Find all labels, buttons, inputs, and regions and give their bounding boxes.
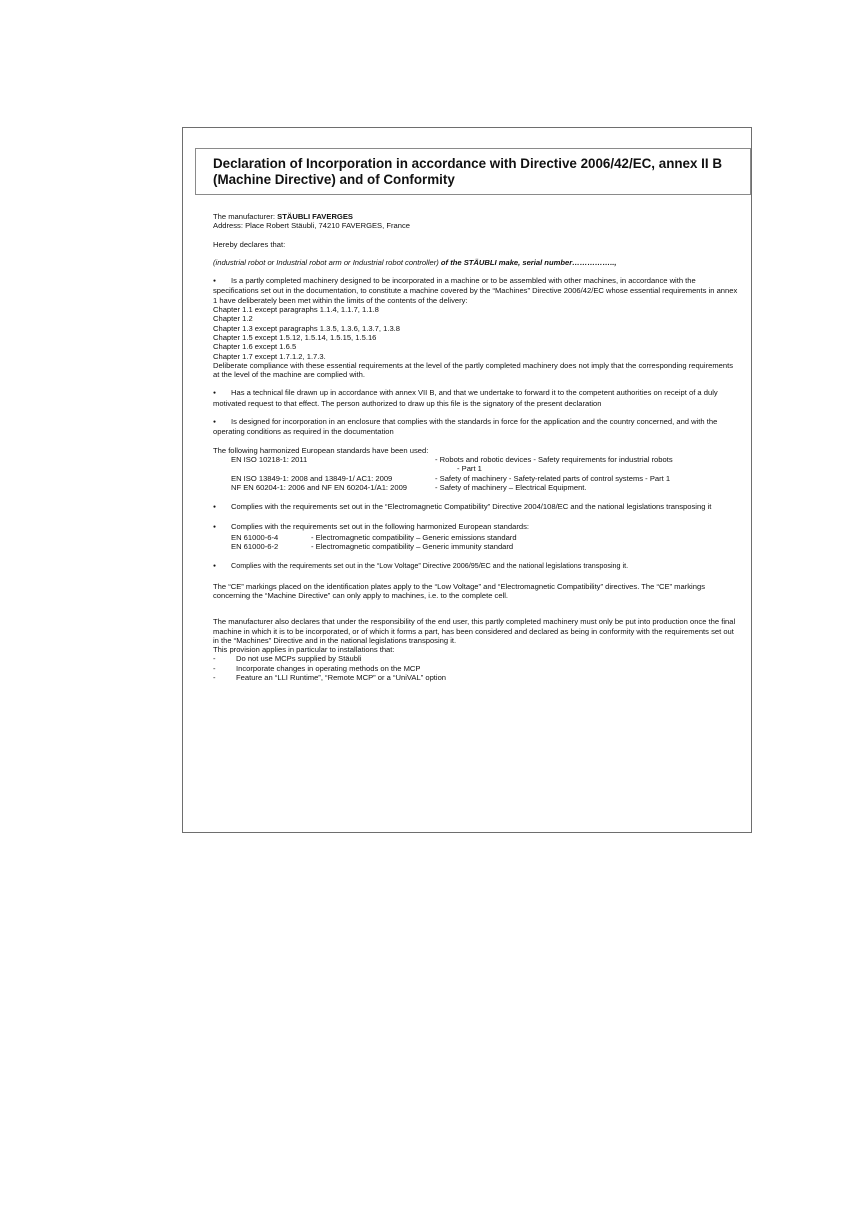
provision-text: Do not use MCPs supplied by Stäubli <box>236 654 362 664</box>
bullet-low-voltage: ● Complies with the requirements set out in the “Low Voltage” Directive 2006/95/EC and the national legislations transposing it. <box>213 561 741 571</box>
standard-description: - Safety of machinery – Electrical Equipment. <box>435 482 587 492</box>
harmonized-description: - Electromagnetic compatibility – Generic emissions standard <box>311 532 517 542</box>
compliance-note: Deliberate compliance with these essential requirements at the level of the partly completed machinery does not imply that the corresponding requirements at the level of the machine are complied with. <box>213 360 734 380</box>
bullet-partly-completed: ● Is a partly completed machinery designed to be incorporated in a machine or to be assembled with other machines, in accordance with the specifications set out in the documentation, to constitute a machine covered by the “Machines” Directive 2006/42/EC whose essential requirements in annex 1 have deliberately been met within the limits of the contents of the delivery: <box>213 276 741 305</box>
standard-row <box>213 474 741 483</box>
chapter-line: Chapter 1.3 except paragraphs 1.3.5, 1.3.6, 1.3.7, 1.3.8 <box>213 323 401 333</box>
standard-code: EN ISO 13849-1: 2008 and 13849-1/ AC1: 2009 <box>231 473 393 483</box>
dash-marker: - <box>213 663 216 673</box>
address-line: Address: Place Robert Stäubli, 74210 FAVERGES, France <box>213 221 410 231</box>
harmonized-row <box>213 533 741 542</box>
title-box <box>195 148 751 195</box>
declaration-frame <box>182 127 752 833</box>
standard-code: EN ISO 10218-1: 2011 <box>231 454 308 464</box>
product-line <box>213 258 741 267</box>
harmonized-description: - Electromagnetic compatibility – Generic immunity standard <box>311 542 514 552</box>
serial-number-line: of the STÄUBLI make, serial number…………….., <box>440 257 617 267</box>
product-types: (industrial robot or Industrial robot arm or Industrial robot controller) <box>213 257 441 267</box>
manufacturer-line <box>213 212 741 221</box>
standard-row <box>213 455 741 464</box>
provision-item <box>213 654 741 663</box>
declares-line: Hereby declares that: <box>213 239 286 249</box>
document-title: Declaration of Incorporation in accordance with Directive 2006/42/EC, annex II B (Machine Directive) and of Conformity <box>213 156 723 187</box>
harmonized-code: EN 61000-6-4 <box>231 532 279 542</box>
bullet-technical-file: ● Has a technical file drawn up in accordance with annex VII B, and that we undertake to forward it to the competent authorities on receipt of a duly motivated request to that effect. The person authorized to draw up this file is the signatory of the present declaration <box>213 388 741 408</box>
ce-markings-note: The “CE” markings placed on the identification plates apply to the “Low Voltage” and “Electromagnetic Compatibility” directives. The “CE” markings concerning the “Machine Directive” can only apply to machines, i.e. to the complete cell. <box>213 581 705 600</box>
provision-text: Incorporate changes in operating methods on the MCP <box>236 663 421 673</box>
chapter-line: Chapter 1.6 except 1.6.5 <box>213 342 297 352</box>
chapter-line: Chapter 1.7 except 1.7.1.2, 1.7.3. <box>213 351 326 361</box>
provision-item <box>213 673 741 682</box>
bullet-emc-directive: ● Complies with the requirements set out in the “Electromagnetic Compatibility” Directive 2004/108/EC and the national legislations transposing it <box>213 502 741 512</box>
declaration-body <box>213 212 741 682</box>
standard-row <box>213 483 741 492</box>
standard-description: - Robots and robotic devices - Safety requirements for industrial robots <box>435 454 673 464</box>
dash-marker: - <box>213 654 216 664</box>
chapter-line: Chapter 1.2 <box>213 314 253 324</box>
standards-intro: The following harmonized European standards have been used: <box>213 445 429 455</box>
standard-description-continued: - Part 1 <box>457 464 482 474</box>
provision-intro: This provision applies in particular to installations that: <box>213 645 395 655</box>
bullet-harmonized-standards: ● Complies with the requirements set out in the following harmonized European standards: <box>213 522 741 532</box>
standard-code: NF EN 60204-1: 2006 and NF EN 60204-1/A1: 2009 <box>231 482 408 492</box>
chapter-line: Chapter 1.5 except 1.5.12, 1.5.14, 1.5.15, 1.5.16 <box>213 332 377 342</box>
standard-description: - Safety of machinery - Safety-related parts of control systems - Part 1 <box>435 473 671 483</box>
manufacturer-label: The manufacturer: <box>213 212 278 221</box>
end-user-note: The manufacturer also declares that under the responsibility of the end user, this partly completed machinery must only be put into production once the final machine in which it is to be incorporated, or of which it forms a part, has been considered and declared as being in conformity with the requirements set out in the “Machines” Directive and in the national legislations transposing it. <box>213 617 736 645</box>
dash-marker: - <box>213 672 216 682</box>
manufacturer-name: STÄUBLI FAVERGES <box>277 212 353 221</box>
chapter-line: Chapter 1.1 except paragraphs 1.1.4, 1.1.7, 1.1.8 <box>213 305 379 315</box>
provision-text: Feature an “LLI Runtime”, “Remote MCP” or a “UniVAL” option <box>236 672 447 682</box>
provision-item <box>213 664 741 673</box>
harmonized-code: EN 61000-6-2 <box>231 542 279 552</box>
harmonized-row <box>213 542 741 551</box>
bullet-enclosure: ● Is designed for incorporation in an enclosure that complies with the standards in force for the application and the country concerned, and with the operating conditions as required in the documentation <box>213 417 741 437</box>
